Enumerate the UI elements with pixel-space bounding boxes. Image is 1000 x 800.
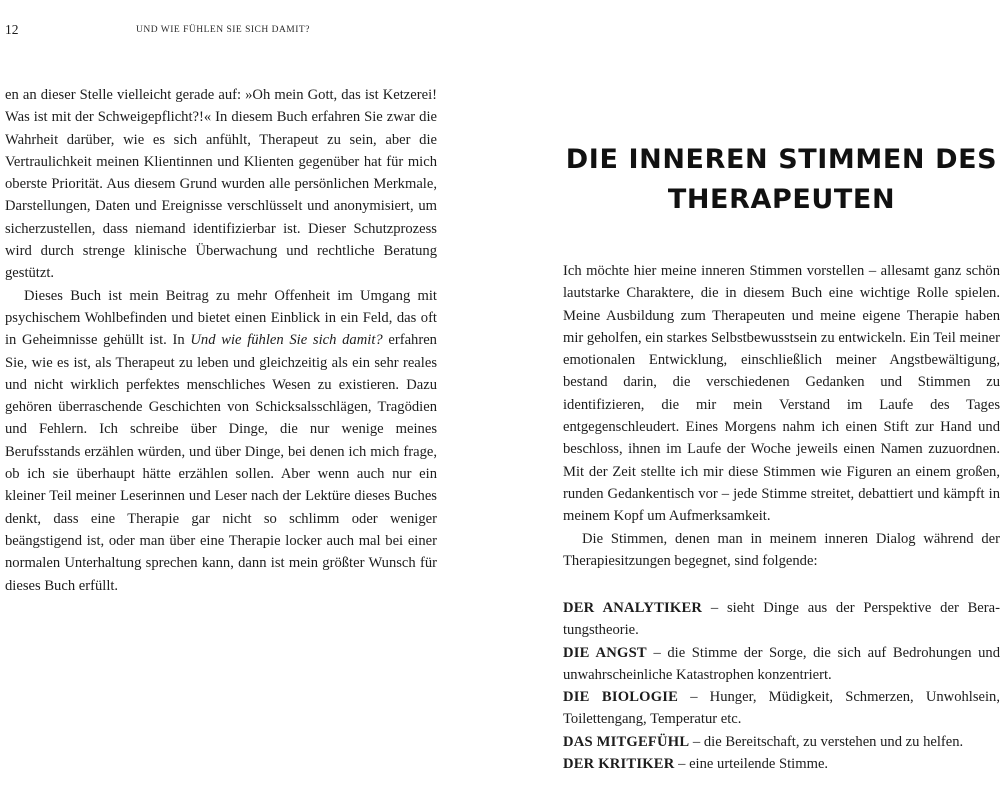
book-title-italic: Und wie fühlen Sie sich damit?	[190, 332, 383, 349]
left-page	[0, 0, 440, 800]
voice-description: – die Bereitschaft, zu verstehen und zu helfen.	[689, 733, 964, 750]
voice-description: – die Stimme der Sorge, die sich auf Bedrohungen und unwahrscheinliche Katastrophen konzentriert.	[563, 644, 1000, 683]
left-page-body	[5, 84, 437, 597]
chapter-title-line: THERAPEUTEN	[667, 184, 896, 215]
voice-entry	[563, 642, 1000, 687]
chapter-title	[563, 140, 1000, 220]
voice-name: DER KRITIKER	[563, 756, 675, 773]
text-run: erfahren Sie, wie es ist, als Therapeut zu leben und gleichzeitig als ein sehr reales und nicht wirklich perfektes menschliches Wesen zu existieren. Dazu gehören überraschende Geschichten von Schicksalsschlägen, Tragödien und Fehlern. Ich schreibe über Dinge, die nur wenige meines Berufsstands erzählen würden, und über Dinge, bei denen ich mich frage, ob ich sie überhaupt hätte erzählen sollen. Aber wenn auch nur ein kleiner Teil meiner Leserinnen und Leser nach der Lektüre dieses Buches denkt, dass eine Therapie gar nicht so schlimm oder weniger beängstigend ist, oder man über eine Therapie locker auch mal bei einer normalen Unterhaltung sprechen kann, dann ist mein größter Wunsch für dieses Buch erfüllt.	[5, 332, 437, 594]
running-head	[5, 20, 425, 40]
page-number: 12	[5, 22, 19, 37]
paragraph	[5, 285, 437, 597]
paragraph: Ich möchte hier meine inneren Stimmen vorstellen – allesamt ganz schön lautstarke Charaktere, die in diesem Buch eine wichtige Rolle spielen. Meine Ausbildung zum Therapeuten und meine eigene Therapie haben mir geholfen, ein starkes Selbstbewusstsein zu entwickeln. Ein Teil meiner emotionalen Entwicklung, einschließlich meiner Angstbewältigung, bestand darin, die verschiedenen Gedanken und Stimmen zu identifizieren, die mir mein Verstand im Laufe des Tages entgegenschleudert. Eines Morgens nahm ich einen Stift zur Hand und beschloss, ihnen im Laufe der Woche jeweils einen Namen zuzuordnen. Mit der Zeit stellte ich mir diese Stimmen wie Figuren an einem großen, runden Gedankentisch vor – jede Stimme streitet, debattiert und kämpft in meinem Kopf um Aufmerksamkeit.	[563, 263, 1000, 525]
voice-entry	[563, 686, 1000, 731]
voice-description: – Hunger, Müdigkeit, Schmerzen, Unwohlsein, Toilettengang, Temperatur etc.	[563, 689, 1000, 728]
text-run: Dieses Buch ist mein Beitrag zu mehr Offenheit im Umgang mit psychischem Wohlbefinden und bietet einen Einblick in ein Feld, das oft in Geheimnisse gehüllt ist. In	[5, 287, 437, 349]
running-title: UND WIE FÜHLEN SIE SICH DAMIT?	[136, 25, 310, 35]
voice-name: DAS MITGEFÜHL	[563, 733, 690, 750]
voice-entry	[563, 597, 1000, 642]
paragraph: en an dieser Stelle vielleicht gerade auf: »Oh mein Gott, das ist Ketzerei! Was ist mit der Schweigepflicht?!« In diesem Buch erfahren Sie zwar die Wahrheit darüber, wie es sich anfühlt, Therapeut zu sein, aber die Vertraulichkeit meinen Klientinnen und Klienten gegenüber hat für mich oberste Priorität. Aus diesem Grund wurden alle persönlichen Merkmale, Darstellungen, Daten und Ereignisse verschlüsselt und anonymisiert, um sicherzustellen, dass niemand identifizierbar ist. Dieser Schutzprozess wird durch strenge klinische Überwachung und rechtliche Beratung gestützt.	[5, 87, 437, 282]
paragraph: Die Stimmen, denen man in meinem inneren Dialog während der Therapiesitzungen begegnet, sind folgende:	[563, 530, 1000, 569]
voices-list	[563, 597, 1000, 775]
voice-entry	[563, 731, 1000, 753]
voice-description: – sieht Dinge aus der Perspektive der Beratungstheorie.	[563, 600, 1000, 639]
voice-name: DIE BIOLOGIE	[563, 689, 679, 706]
chapter-title-line: DIE INNEREN STIMMEN DES	[565, 144, 998, 175]
voice-name: DER ANALYTIKER	[563, 600, 703, 616]
right-page-body	[563, 260, 1000, 572]
voice-name: DIE ANGST	[563, 644, 647, 661]
voice-description: – eine urteilende Stimme.	[674, 756, 829, 773]
voice-entry	[563, 753, 1000, 775]
right-page	[563, 0, 1000, 800]
